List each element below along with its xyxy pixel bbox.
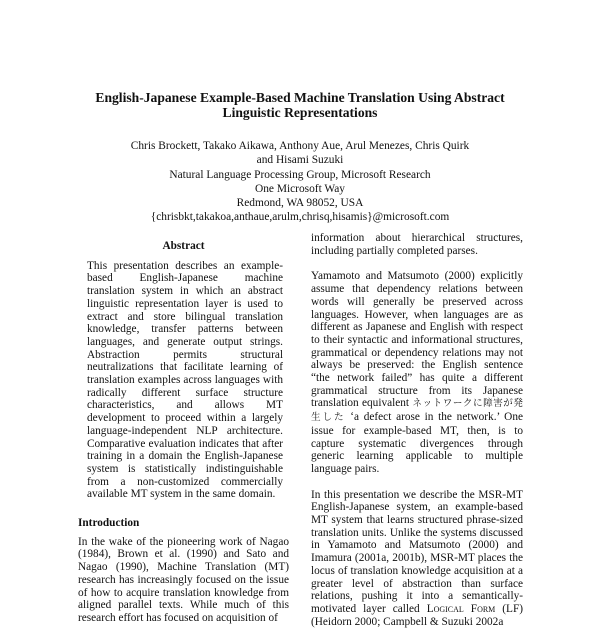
authors-line-2: and Hisami Suzuki <box>256 154 344 167</box>
abstract-body: This presentation describes an example-based English-Japanese machine translation system in which an abstract linguistic representation layer is used to extract and store bilingual translation knowledge, transfer patterns between languages, and generate output strings. Abstraction permits structural neutralizations that facilitate learning of translation examples across languages with radically different surface structure characteristics, and allows MT development to proceed within a largely language-independent NLP architecture. Comparative evaluation indicates that after training in a domain the English-Japanese system is statistically indistinguishable from a non-customized commercially available MT system in the same domain. <box>87 259 283 501</box>
paragraph-msr-mt <box>311 489 523 628</box>
title-line-2: Linguistic Representations <box>222 105 378 120</box>
abstract-heading: Abstract <box>162 240 205 252</box>
japanese-example: ネットワークに障害が発生した <box>311 398 524 424</box>
paragraph-msr-mt-text: In this presentation we describe the MSR-MT English-Japanese system, an example-based MT system that learns structured phrase-sized translation units. Unlike the systems discussed in Yamamoto and Matsumoto (2000) and Imamura (2001a, 2001b), MSR-MT places the locus of translation knowledge acquisition at a greater level of abstraction than surface relations, pushing it into a semantically-motivated layer called <box>311 488 523 615</box>
author-emails: {chrisbkt,takakoa,anthaue,arulm,chrisq,hisamis}@microsoft.com <box>150 211 450 224</box>
address-line-2: Redmond, WA 98052, USA <box>236 197 364 210</box>
introduction-paragraph: In the wake of the pioneering work of Nagao (1984), Brown et al. (1990) and Sato and Nagao (1990), Machine Translation (MT) research has increasingly focused on the issue of how to acquire translation knowledge from aligned parallel texts. While much of this research effort has focused on acquisition of <box>78 535 289 624</box>
paragraph-yamamoto-text: Yamamoto and Matsumoto (2000) explicitly assume that dependency relations between words will generally be preserved across languages. However, when languages are as different as Japanese and English with respect to their syntactic and informational structures, grammatical or dependency relations may not always be preserved: the English sentence “the network failed” has quite a different grammatical structure from its Japanese translation equivalent <box>311 270 523 410</box>
continued-paragraph: information about hierarchical structures, including partially completed parses. <box>311 232 523 257</box>
paragraph-yamamoto <box>311 270 523 475</box>
paragraph-yamamoto-end: ‘a defect arose in the network.’ One issue for example-based MT, then, is to capture systematic divergences through generic learning applicable to multiple language pairs. <box>311 411 523 475</box>
left-column <box>78 232 289 625</box>
paper-title <box>40 90 560 120</box>
right-column <box>311 232 523 628</box>
author-block <box>60 139 540 225</box>
paragraph-msr-mt-end: (LF) (Heidorn 2000; Campbell & Suzuki 2002a <box>311 602 524 628</box>
address-line-1: One Microsoft Way <box>255 182 345 195</box>
introduction-heading: Introduction <box>78 517 140 530</box>
logical-form-term: Logical Form <box>426 602 496 615</box>
affiliation: Natural Language Processing Group, Microsoft Research <box>169 168 431 181</box>
title-line-1: English-Japanese Example-Based Machine Translation Using Abstract <box>95 90 505 105</box>
authors-line-1: Chris Brockett, Takako Aikawa, Anthony Aue, Arul Menezes, Chris Quirk <box>130 140 470 152</box>
